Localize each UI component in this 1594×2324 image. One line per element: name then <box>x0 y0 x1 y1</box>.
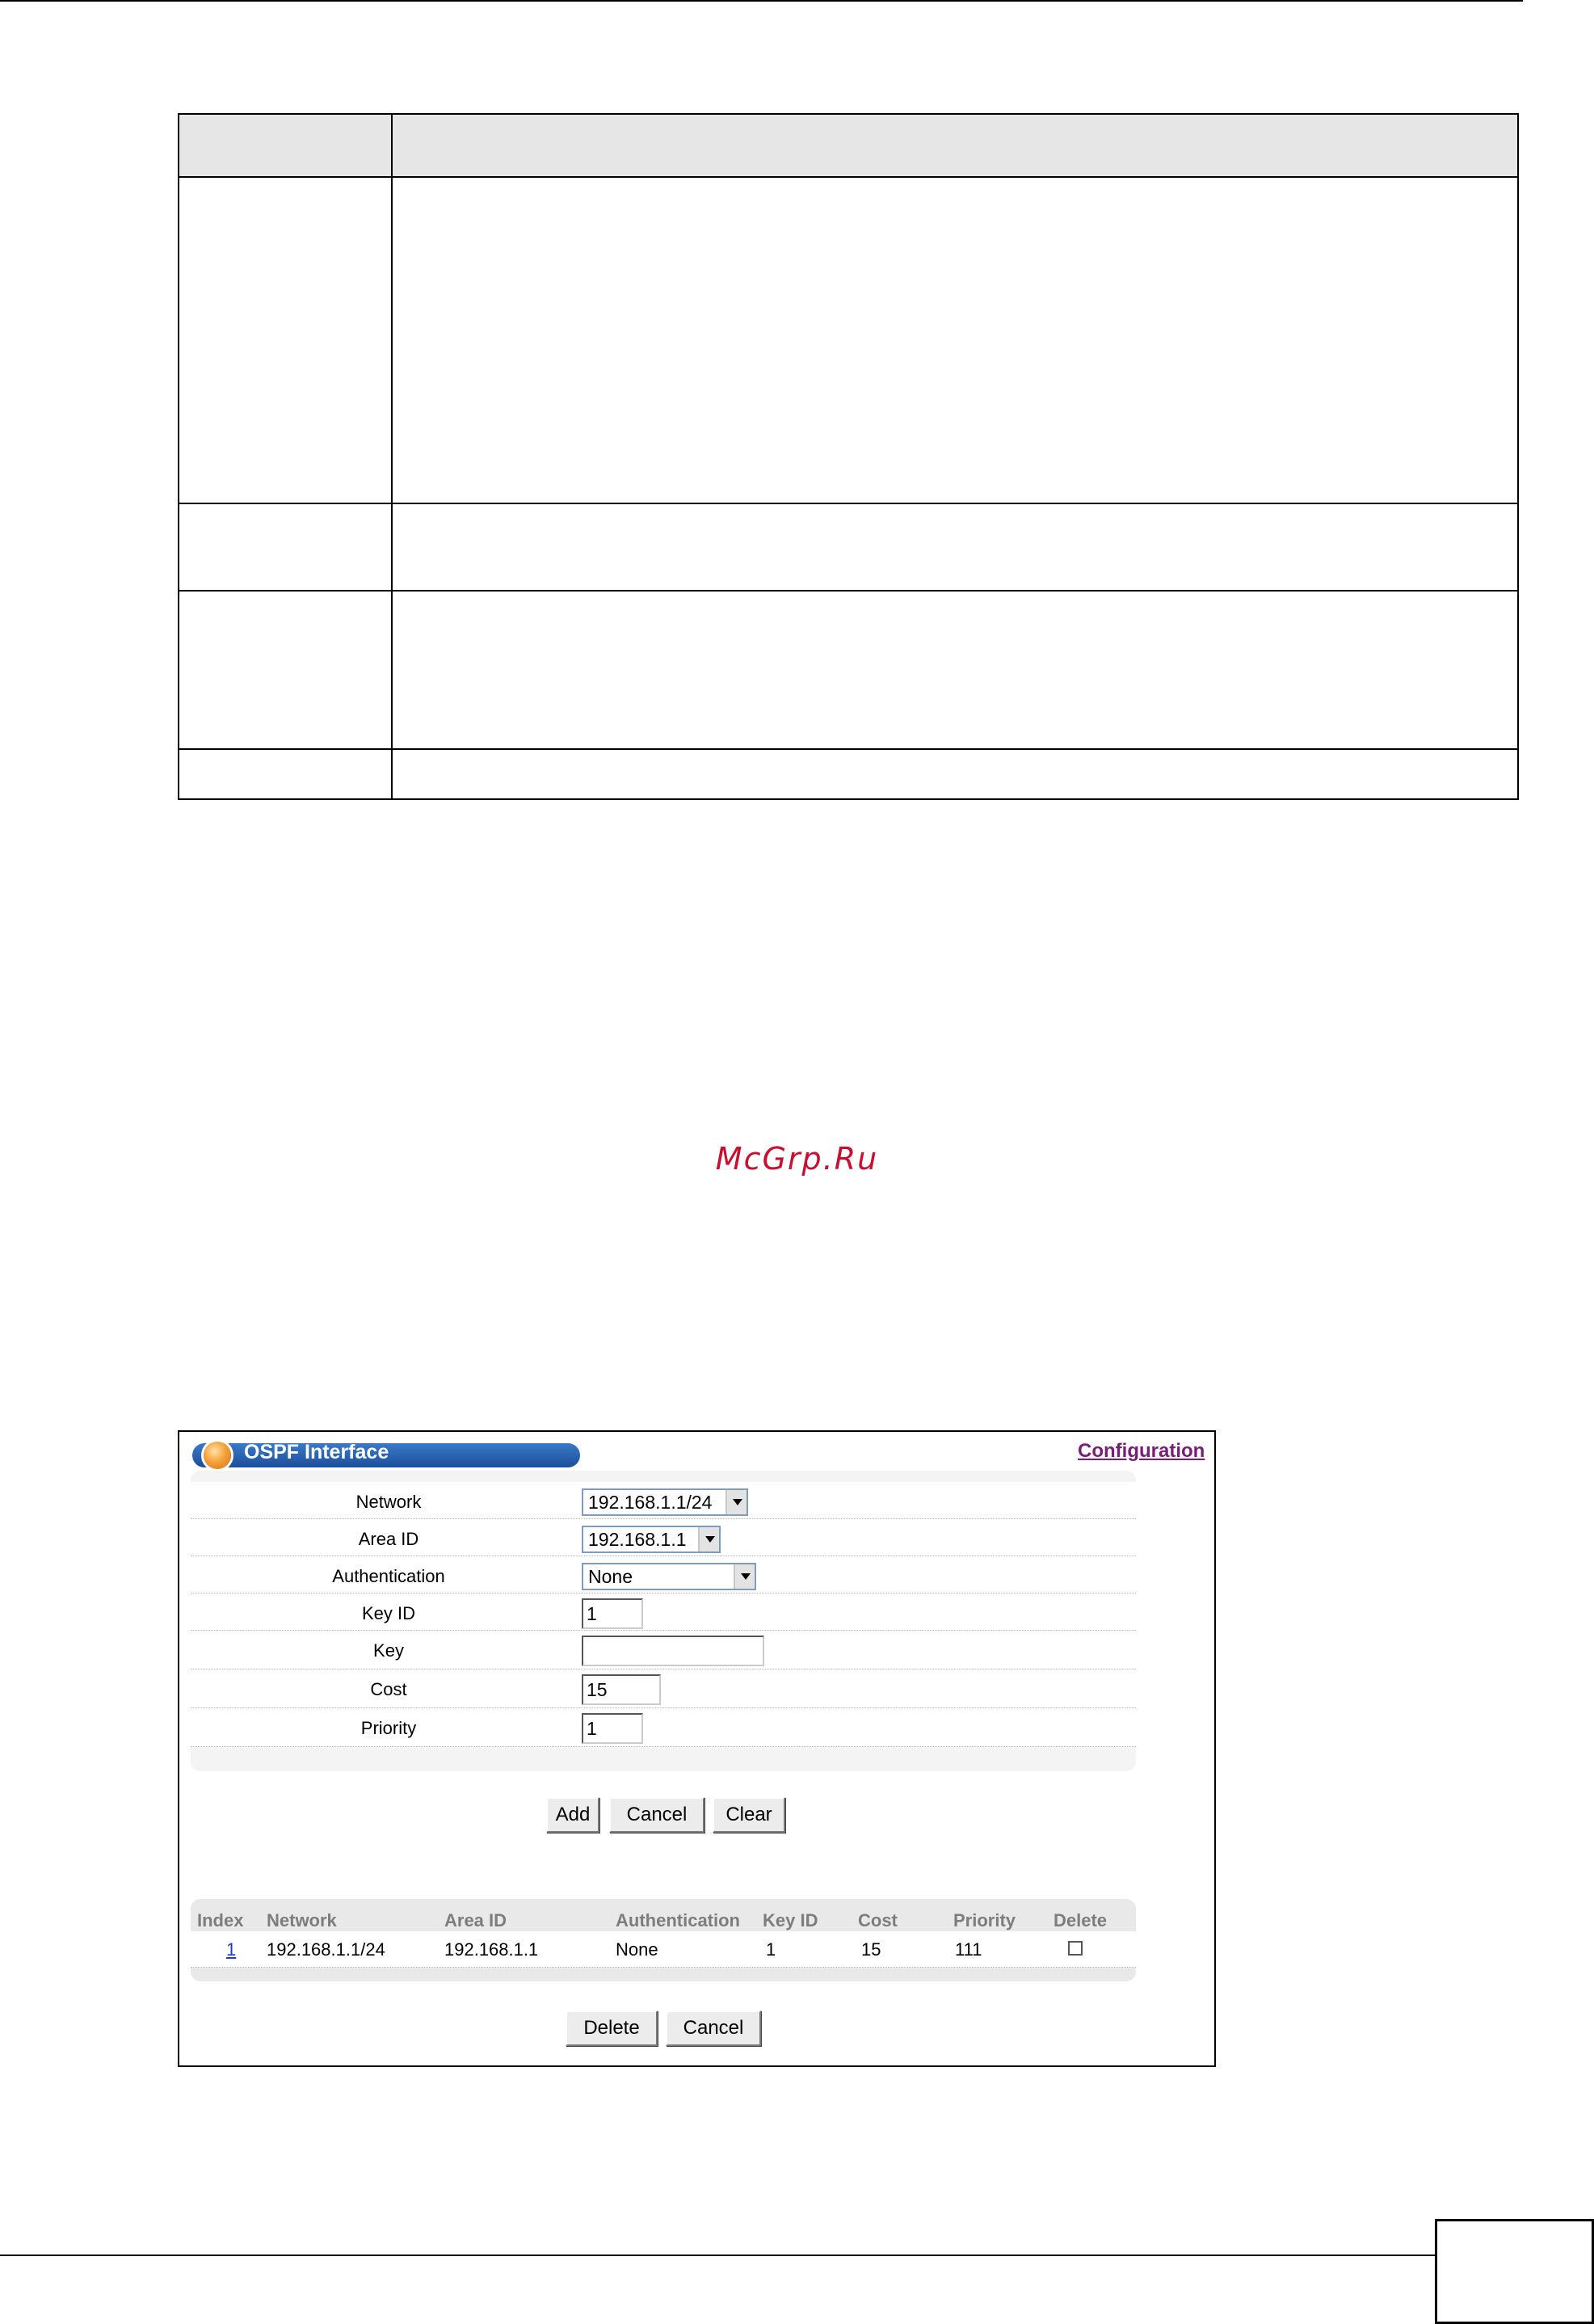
cost-label: Cost <box>370 1679 407 1699</box>
area-id-select[interactable] <box>582 1526 721 1553</box>
chevron-down-icon[interactable] <box>698 1527 719 1551</box>
delete-checkbox[interactable] <box>1068 1941 1083 1956</box>
index-link[interactable]: 1 <box>226 1939 237 1960</box>
clear-button[interactable]: Clear <box>713 1797 785 1833</box>
row-cost: 15 <box>861 1939 881 1960</box>
row-key-id: 1 <box>766 1939 776 1960</box>
key-row <box>191 1631 1136 1669</box>
key-id-input[interactable]: 1 <box>582 1598 643 1629</box>
priority-row <box>191 1708 1136 1747</box>
network-select[interactable] <box>582 1488 748 1516</box>
priority-input[interactable]: 1 <box>582 1713 643 1744</box>
row-area-id: 192.168.1.1 <box>444 1939 539 1960</box>
table-row <box>179 750 1517 798</box>
priority-label: Priority <box>360 1718 417 1738</box>
area-id-row <box>191 1519 1136 1556</box>
network-value: 192.168.1.1/24 <box>588 1492 713 1513</box>
header-authentication: Authentication <box>616 1910 740 1930</box>
table-row <box>191 1931 1136 1968</box>
table-row <box>179 178 1517 504</box>
authentication-row <box>191 1556 1136 1594</box>
screen-title: OSPF Interface <box>244 1441 389 1463</box>
key-label: Key <box>373 1640 404 1661</box>
header-delete: Delete <box>1054 1910 1108 1930</box>
area-id-value: 192.168.1.1 <box>588 1529 687 1550</box>
watermark: McGrp.Ru <box>715 1141 879 1177</box>
key-id-row <box>191 1594 1136 1631</box>
key-id-label: Key ID <box>361 1603 416 1623</box>
configuration-link[interactable]: Configuration <box>1078 1440 1205 1462</box>
authentication-value: None <box>588 1566 633 1587</box>
authentication-label: Authentication <box>332 1566 445 1586</box>
header-network: Network <box>267 1910 337 1930</box>
delete-button[interactable]: Delete <box>566 2010 658 2046</box>
interface-list <box>191 1899 1136 1981</box>
description-table <box>178 113 1519 800</box>
header-key-id: Key ID <box>763 1910 818 1930</box>
add-button[interactable]: Add <box>546 1797 599 1833</box>
bottom-cancel-button[interactable]: Cancel <box>666 2010 761 2046</box>
header-index: Index <box>197 1910 244 1930</box>
cost-row <box>191 1669 1136 1708</box>
header-cost: Cost <box>858 1910 898 1930</box>
cancel-button[interactable]: Cancel <box>609 1797 704 1833</box>
form-panel <box>191 1471 1136 1771</box>
header-priority: Priority <box>953 1910 1016 1930</box>
chevron-down-icon[interactable] <box>726 1490 747 1514</box>
chevron-down-icon[interactable] <box>734 1564 755 1589</box>
page-number-box <box>1435 2219 1594 2324</box>
table-row <box>179 504 1517 592</box>
bottom-rule <box>0 2255 1435 2256</box>
network-label: Network <box>355 1492 422 1512</box>
orb-icon <box>204 1442 231 1469</box>
row-network: 192.168.1.1/24 <box>267 1939 385 1960</box>
row-authentication: None <box>616 1939 658 1960</box>
area-id-label: Area ID <box>358 1529 419 1549</box>
ospf-interface-screen <box>178 1430 1216 2067</box>
authentication-select[interactable] <box>582 1563 756 1590</box>
network-row <box>191 1482 1136 1519</box>
table-header-row <box>179 115 1517 178</box>
cost-input[interactable]: 15 <box>582 1674 661 1705</box>
header-area-id: Area ID <box>444 1910 507 1930</box>
key-input[interactable] <box>582 1636 764 1666</box>
top-rule <box>0 0 1523 2</box>
row-priority: 111 <box>955 1939 982 1960</box>
table-row <box>179 592 1517 750</box>
